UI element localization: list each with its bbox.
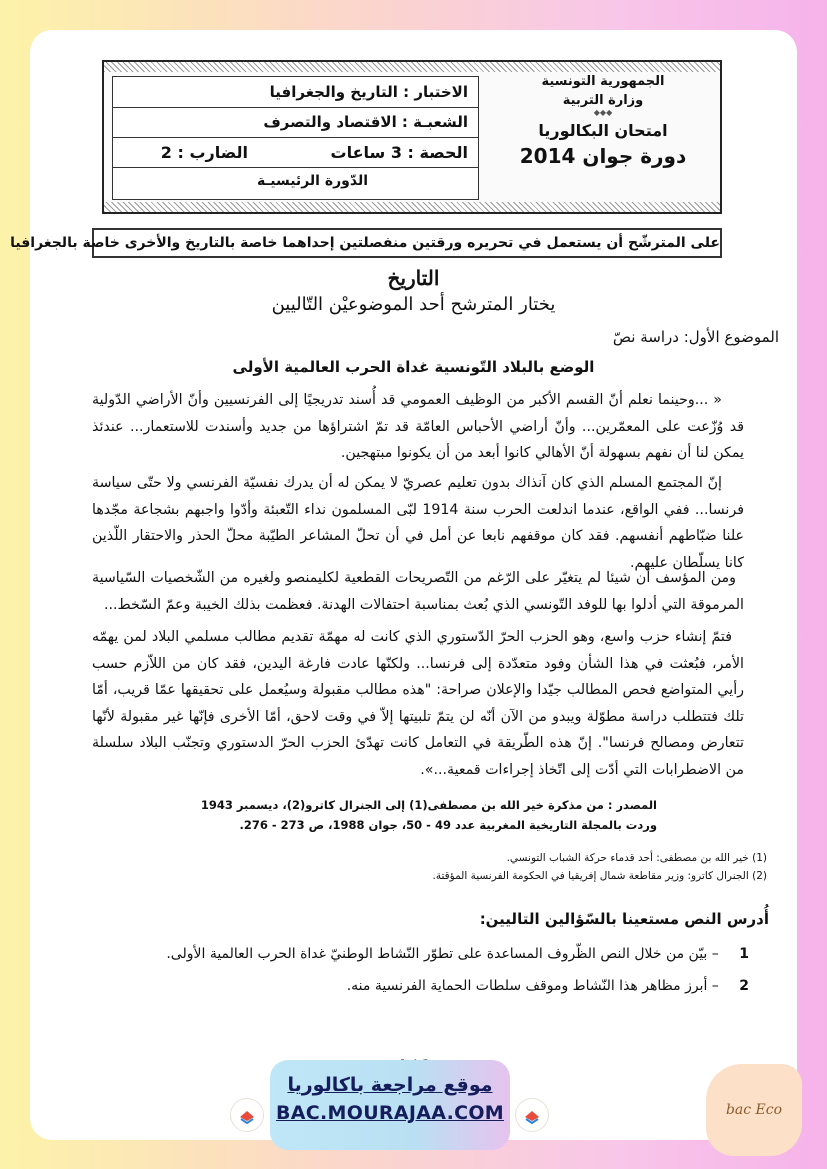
header-hatch-bottom (104, 202, 720, 212)
site-banner[interactable] (270, 1060, 510, 1150)
choice-line: يختار المترشح أحد الموضوعيْن التّاليين (271, 294, 556, 315)
source-line-1: المصدر : من مذكرة خير الله بن مصطفى(1) إلى الجنرال كاترو(2)، ديسمبر 1943 (200, 798, 657, 812)
duration-label: الحصة : 3 ساعات (330, 143, 468, 162)
question-2 (347, 978, 749, 994)
site-logo-right-icon (515, 1098, 549, 1132)
bac-eco-badge: bac Eco (706, 1064, 802, 1156)
exam-info-grid (112, 76, 479, 200)
coefficient-label: الضارب : 2 (160, 143, 248, 162)
exam-name: امتحان البكالوريا (538, 121, 668, 140)
exam-session: دورة جوان 2014 (519, 144, 687, 168)
footnote-1: (1) خير الله بن مصطفى: أحد قدماء حركة الشباب التونسي. (506, 852, 767, 864)
header-hatch-top (104, 62, 720, 72)
exam-header (102, 60, 722, 214)
ornament-icon: ◆◆◆ (593, 108, 613, 117)
question-number: 1 (739, 946, 749, 962)
section-title: التاريخ (387, 266, 440, 290)
question-1 (166, 946, 749, 962)
session-type-label: الدّورة الرئيسيـة (256, 173, 368, 189)
branch-label: الشعبـة : الاقتصاد والتصرف (263, 113, 468, 131)
exam-page (10, 30, 797, 1140)
paragraph-4: فتمّ إنشاء حزب واسع، وهو الحزب الحرّ الدّستوري الذي كانت له مهمّة تقديم مطالب مسلمي البلاد لمن يهمّه الأمر، فبُعثت في هذا الشأن وفود متعدّدة إلى فرنسا... ولكنّها عادت فارغة اليدين، فقد كان من اللاّزم حسب رأيي المتواضع فحص المطالب جيّدا والإعلان صراحة: "هذه مطالب مقبولة وسيُعمل على تحقيقها عمّا قريب، أمّا تلك فتتطلب دراسة مطوّلة ويبدو من الآن أنّه لن يتمّ تلبيتها إلاّ في وقت لاحق، أمّا الأخرى فإنّها غير مقبولة لأنّها تتعارض ومصالح فرنسا". إنّ هذه الطّريقة في التعامل كانت تهدّئ الحزب الحرّ الدستوري وتجنّب البلاد سلسلة من الاضطرابات التي أدّت إلى اتّخاذ إجراءات قمعية...». (92, 629, 744, 778)
ministry-block (498, 74, 708, 168)
site-arabic-name[interactable]: موقع مراجعة باكالوريا (287, 1074, 493, 1096)
text-title: الوضع بالبلاد التّونسية غداة الحرب العالمية الأولى (232, 358, 595, 376)
site-url-link[interactable]: BAC.MOURAJAA.COM (275, 1102, 505, 1124)
footnote-2: (2) الجنرال كاترو: وزير مقاطعة شمال إفريقيا في الحكومة الفرنسية المؤقتة. (432, 870, 767, 882)
paragraph-3: ومن المؤسف أن شيئا لم يتغيّر على الرّغم من التّصريحات القطعية لكليمنصو ولغيره من الشّخصيات السّياسية المرموقة التي أدلوا بها للوفد التّونسي الذي بُعث بمناسبة احتفالات الهدنة. فعظمت بذلك الخيبة وعمّ السّخط... (92, 570, 744, 613)
site-logo-left-icon (230, 1098, 264, 1132)
question-number: 2 (739, 978, 749, 994)
topic-label: الموضوع الأول: دراسة نصّ (612, 328, 779, 346)
exam-instruction: على المترشّح أن يستعمل في تحريره ورقتين منفصلتين إحداهما خاصة بالتاريخ والأخرى خاصة بالجغرافيا (92, 228, 722, 258)
question-text: – أبرز مظاهر هذا النّشاط وموقف سلطات الحماية الفرنسية منه. (346, 978, 719, 994)
subject-label: الاختبار : التاريخ والجغرافيا (269, 83, 468, 101)
ministry-name: وزارة التربية (562, 93, 644, 108)
question-text: – بيّن من خلال النص الظّروف المساعدة على تطوّر النّشاط الوطنيّ غداة الحرب العالمية الأولى. (166, 946, 719, 962)
questions-intro: أُدرس النص مستعينا بالسّؤالين التاليين: (479, 910, 769, 928)
paragraph-2: إنّ المجتمع المسلم الذي كان آنذاك بدون تعليم عصريّ لا يمكن له أن يدرك نفسيّة الفرنسي ولا حتّى سياسة فرنسا... ففي الواقع، عندما اندلعت الحرب سنة 1914 لبّى المسلمون نداء التّعبئة وأدّوا واجبهم بشجاعة مجّدها علنا ضبّاطهم أنفسهم. فقد كان موقفهم نابعا عن أمل في أن تحلّ المشاعر الطيّبة محلّ الحذر والاحتقار اللّذين كانا يسلّطان عليهم. (92, 475, 744, 571)
country-name: الجمهورية التونسية (541, 74, 665, 89)
paragraph-1: « ...وحينما نعلم أنّ القسم الأكبر من الوظيف العمومي قد أُسند تدريجيًا إلى الفرنسيين وأنّ الأراضي الدّولية قد وُزّعت على المعمّرين... وأنّ أراضي الأحباس العامّة قد تمّ اشتراؤها من جديد وأسندت للاستعمار... عندئذ يمكن لنا أن نفهم بسهولة أنّ الأهالي كانوا أبعد من أن يكونوا مبتهجين. (92, 392, 744, 461)
source-line-2: وردت بالمجلة التاريخية المغربية عدد 49 - 50، جوان 1988، ص 273 - 276. (239, 818, 657, 832)
